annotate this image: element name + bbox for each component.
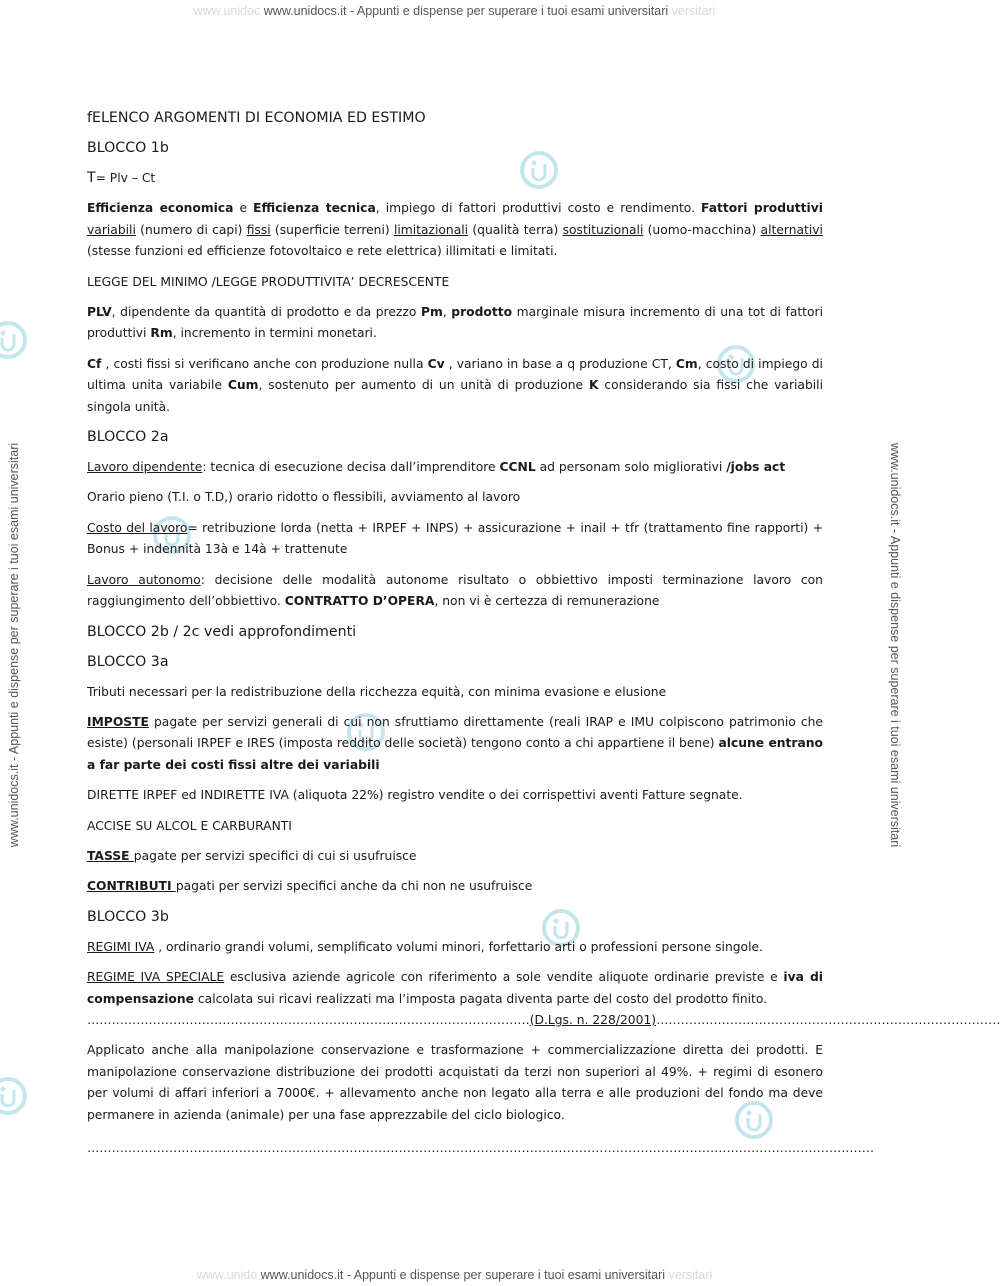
- paragraph-legge-minimo: LEGGE DEL MINIMO /LEGGE PRODUTTIVITA’ DECRESCENTE: [87, 274, 450, 289]
- watermark-footer-text: www.unidocs.it - Appunti e dispense per superare i tuoi esami universitari: [260, 1268, 666, 1282]
- text: ad personam solo migliorativi: [535, 460, 727, 475]
- paragraph-costo-lavoro: [87, 518, 823, 561]
- text-bold: CONTRATTO D’OPERA: [284, 594, 435, 609]
- dotted-line-end: …………………………………………………………………………………………………………………………………………………………………………: [87, 1141, 874, 1155]
- paragraph-applicato: Applicato anche alla manipolazione conservazione e trasformazione + commercializzazione diretta dei prodotti. E manipolazione conservazione distribuzione dei prodotti acquistati da terzi non superiori al 49%. + regimi di esonero per volumi di affari inferiori a 7000€. + allevamento anche non legato alla terra e alle produzioni del fondo ma deve permanere in azienda (animale) per una fase apprezzabile del ciclo biologico.: [87, 1043, 823, 1122]
- section-heading-blocco-2b: BLOCCO 2b / 2c vedi approfondimenti: [87, 623, 357, 640]
- watermark-header: [0, 4, 909, 18]
- text-underlined: fissi: [246, 222, 271, 237]
- paragraph-plv: [87, 302, 823, 345]
- text: (numero di capi): [135, 222, 247, 237]
- text-bold: alcune entrano a far parte dei costi fissi altre dei variabili: [87, 736, 823, 772]
- text-underlined: variabili: [87, 222, 136, 237]
- watermark-ghost: www.unido: [196, 1268, 258, 1282]
- watermark-ghost: versitari: [668, 1268, 713, 1282]
- paragraph-tributi: Tributi necessari per la redistribuzione della ricchezza equità, con minima evasione e elusione: [87, 684, 667, 699]
- watermark-right-text: www.unidocs.it - Appunti e dispense per superare i tuoi esami universitari: [888, 442, 902, 848]
- text-bold: PLV: [87, 305, 112, 320]
- text: , ordinario grandi volumi, semplificato volumi minori, forfettario arti o professioni persone singole.: [154, 939, 763, 954]
- watermark-ghost: versitari: [671, 4, 716, 18]
- text: , non vi è certezza di remunerazione: [434, 594, 660, 609]
- paragraph-imposte: [87, 712, 823, 776]
- text: , incremento in termini monetari.: [172, 326, 377, 341]
- text: , dipendente da quantità di prodotto e da prezzo: [111, 305, 421, 320]
- text-bold: Cum: [227, 378, 259, 393]
- text-underlined: REGIME IVA SPECIALE: [87, 970, 225, 985]
- watermark-header-text: www.unidocs.it - Appunti e dispense per superare i tuoi esami universitari: [263, 4, 669, 18]
- text-bold: CCNL: [499, 460, 536, 475]
- section-heading-blocco-2a: BLOCCO 2a: [87, 429, 169, 446]
- formula-text: = Plv – Ct: [95, 171, 156, 185]
- paragraph-regime-speciale: [87, 967, 823, 1010]
- section-heading-blocco-3b: BLOCCO 3b: [87, 908, 169, 925]
- text: considerando sia fissi che variabili singola unità.: [87, 378, 824, 414]
- text: (uomo-macchina): [643, 222, 761, 237]
- text-bold: Fattori produttivi: [701, 201, 823, 216]
- paragraph-regimi-iva: [87, 937, 823, 958]
- text-bold: Efficienza tecnica: [253, 201, 376, 216]
- paragraph-efficienza: [87, 198, 823, 262]
- paragraph-costi: [87, 354, 823, 418]
- text: (qualità terra): [468, 222, 563, 237]
- text: , variano in base a q produzione CT,: [444, 356, 676, 371]
- text-underlined: limitazionali: [393, 222, 469, 237]
- paragraph-contributi: [87, 876, 823, 897]
- text: : tecnica di esecuzione decisa dall’imprenditore: [202, 460, 500, 475]
- dotted-line-law: [87, 1010, 1000, 1031]
- dotted-leader: …………………………………………………………………………: [656, 1012, 1000, 1027]
- text-underlined: alternativi: [760, 222, 823, 237]
- text-bold-underlined: IMPOSTE: [87, 714, 149, 729]
- text-bold: prodotto: [451, 305, 513, 320]
- paragraph-tasse: [87, 846, 823, 867]
- section-heading-blocco-1b: BLOCCO 1b: [87, 140, 169, 156]
- text-bold-underlined: TASSE: [87, 848, 134, 863]
- text-bold: Cf: [87, 356, 102, 371]
- text-bold: /jobs act: [726, 460, 786, 475]
- paragraph-orario: Orario pieno (T.I. o T.D,) orario ridotto o flessibili, avviamento al lavoro: [87, 490, 521, 505]
- text: = retribuzione lorda (netta + IRPEF + INPS) + assicurazione + inail + tfr (trattamento fine rapporti) + Bonus + indennità 13à e 14à + trattenute: [87, 520, 823, 557]
- text-bold: Pm: [420, 305, 443, 320]
- text: esclusiva aziende agricole con riferimento a sole vendite aliquote ordinarie previste e: [224, 970, 784, 985]
- text: marginale misura incremento di una tot di fattori produttivi: [87, 305, 823, 341]
- formula-t: [87, 168, 823, 189]
- text: , sostenuto per aumento di un unità di produzione: [258, 378, 589, 393]
- text-underlined: Lavoro autonomo: [87, 572, 201, 587]
- paragraph-accise: ACCISE SU ALCOL E CARBURANTI: [87, 818, 292, 833]
- document-title: fELENCO ARGOMENTI DI ECONOMIA ED ESTIMO: [87, 110, 426, 126]
- text: , costo di impiego di ultima unita variabile: [87, 356, 823, 393]
- text: (stesse funzioni ed efficienze fotovoltaico e rete elettrica) illimitati e limitati.: [87, 244, 558, 259]
- text: e: [233, 201, 254, 216]
- text: pagate per servizi generali di cui non sfruttiamo direttamente (reali IRAP e IMU colpiscono patrimonio che esiste) (personali IRPEF e IRES (imposta reddito delle società) tengono conto a chi appartiene il bene): [87, 714, 823, 751]
- watermark-footer: [0, 1268, 909, 1282]
- paragraph-lavoro-autonomo: [87, 570, 823, 613]
- law-reference: (D.Lgs. n. 228/2001): [529, 1012, 657, 1027]
- section-heading-blocco-3a: BLOCCO 3a: [87, 653, 169, 670]
- text: : decisione delle modalità autonome risultato o obbiettivo imposti terminazione lavoro con raggiungimento dell’obbiettivo.: [87, 572, 823, 609]
- text-bold: Efficienza economica: [87, 201, 234, 216]
- text: pagati per servizi specifici anche da chi non ne usufruisce: [175, 879, 533, 894]
- text-bold: Cm: [675, 356, 698, 371]
- watermark-left-text: www.unidocs.it - Appunti e dispense per superare i tuoi esami universitari: [7, 442, 21, 848]
- text-bold: Cv: [427, 356, 445, 371]
- text: (superficie terreni): [270, 222, 394, 237]
- text-bold: iva di compensazione: [87, 970, 823, 1006]
- text-underlined: Costo del lavoro: [87, 520, 188, 535]
- text-bold: K: [588, 378, 599, 393]
- text-bold-underlined: CONTRIBUTI: [87, 879, 176, 894]
- text-underlined: Lavoro dipendente: [87, 460, 203, 475]
- unidocs-logo-icon: [0, 1076, 28, 1116]
- paragraph-dirette-indirette: DIRETTE IRPEF ed INDIRETTE IVA (aliquota 22%) registro vendite o dei corrispettivi aventi Fatture segnate.: [87, 788, 743, 803]
- watermark-ghost: www.unidoc: [193, 4, 261, 18]
- text: , impiego di fattori produttivi costo e rendimento.: [375, 201, 702, 216]
- text-underlined: REGIMI IVA: [87, 939, 155, 954]
- formula-symbol: T: [87, 170, 96, 186]
- unidocs-logo-icon: [0, 320, 28, 360]
- text-bold: Rm: [150, 326, 173, 341]
- text: , costi fissi si verificano anche con produzione nulla: [101, 356, 428, 371]
- text: calcolata sui ricavi realizzati ma l’imposta pagata diventa parte del costo del prodotto finito.: [193, 991, 768, 1006]
- text: pagate per servizi specifici di cui si usufruisce: [133, 848, 417, 863]
- watermark-left: [4, 100, 24, 1190]
- dotted-leader: ………………………………………………………………………………………………: [87, 1012, 530, 1027]
- text: ,: [442, 305, 452, 320]
- text-underlined: sostituzionali: [562, 222, 644, 237]
- paragraph-lavoro-dipendente: [87, 457, 823, 478]
